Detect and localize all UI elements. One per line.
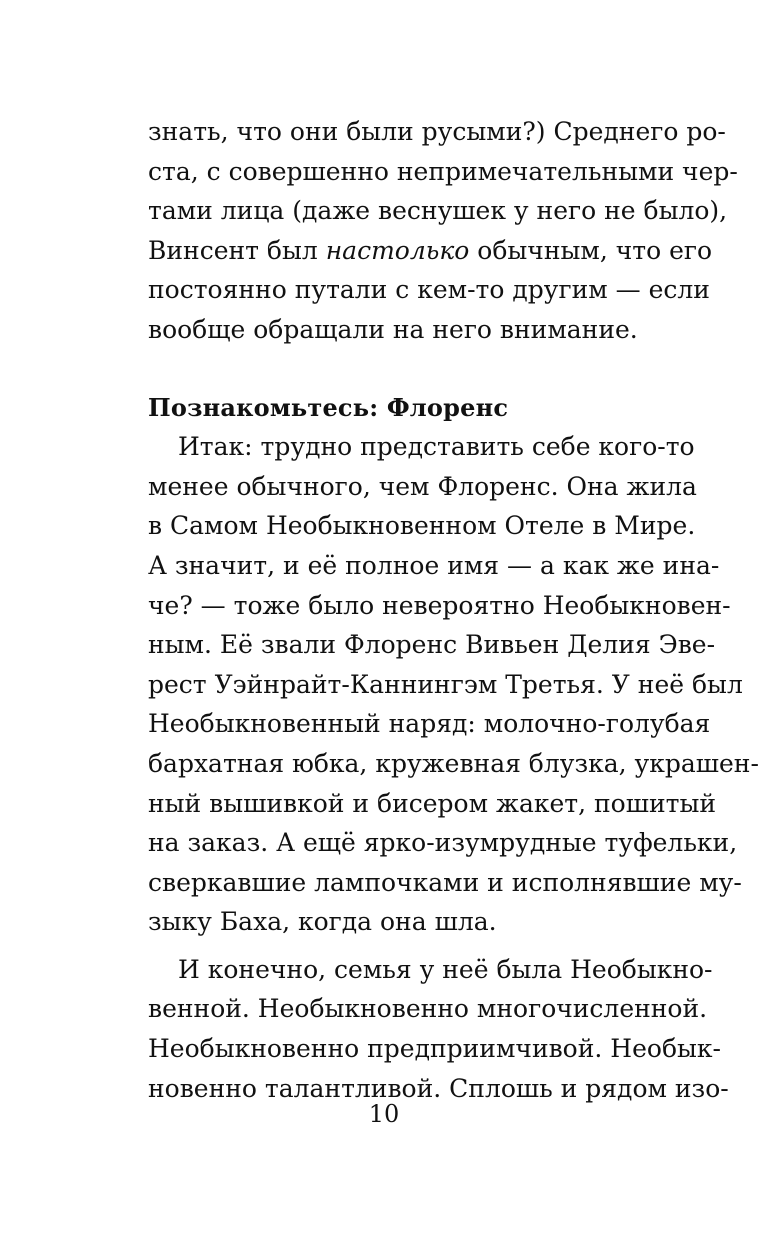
page-number: 10 bbox=[368, 1100, 400, 1128]
paragraph-florence bbox=[148, 427, 759, 942]
text-line: ный вышивкой и бисером жакет, пошитый bbox=[148, 788, 717, 818]
section-heading: Познакомьтесь: Флоренс bbox=[148, 392, 509, 422]
text-fragment: Винсент был bbox=[148, 235, 326, 265]
text-line: менее обычного, чем Флоренс. Она жила bbox=[148, 471, 697, 501]
text-line: сверкавшие лампочками и исполнявшие му- bbox=[148, 867, 742, 897]
text-line: ным. Её звали Флоренс Вивьен Делия Эве- bbox=[148, 630, 716, 660]
text-line: новенно талантливой. Сплошь и рядом изо- bbox=[148, 1073, 729, 1103]
text-line: че? — тоже было невероятно Необыкновен- bbox=[148, 590, 731, 620]
page-body bbox=[148, 112, 759, 1108]
text-line: постоянно путали с кем-то другим — если bbox=[148, 275, 710, 305]
text-line: тами лица (даже веснушек у него не было), bbox=[148, 196, 728, 226]
text-line-with-emphasis bbox=[148, 231, 713, 271]
paragraph-family bbox=[148, 950, 729, 1108]
emphasized-word: настолько bbox=[325, 235, 470, 265]
text-line: Итак: трудно представить себе кого-то bbox=[178, 432, 695, 462]
text-line: И конечно, семья у неё была Необыкно- bbox=[178, 954, 713, 984]
text-fragment: обычным, что его bbox=[469, 235, 713, 265]
text-line: знать, что они были русыми?) Среднего ро- bbox=[148, 117, 726, 146]
text-line: на заказ. А ещё ярко-изумрудные туфельки, bbox=[148, 828, 738, 858]
text-line: бархатная юбка, кружевная блузка, украшен- bbox=[148, 748, 759, 778]
text-line: ста, с совершенно непримечательными чер- bbox=[148, 156, 738, 186]
text-line: рест Уэйнрайт-Каннингэм Третья. У неё был bbox=[148, 669, 743, 699]
paragraph-continuation bbox=[148, 112, 738, 350]
text-line: вообще обращали на него внимание. bbox=[148, 314, 638, 344]
text-line: в Самом Необыкновенном Отеле в Мире. bbox=[148, 511, 696, 541]
text-line: Необыкновенно предприимчивой. Необык- bbox=[148, 1034, 721, 1064]
text-line: Необыкновенный наряд: молочно-голубая bbox=[148, 709, 711, 739]
text-line: венной. Необыкновенно многочисленной. bbox=[148, 994, 708, 1024]
text-line: А значит, и её полное имя — а как же ина- bbox=[148, 550, 720, 580]
text-line: зыку Баха, когда она шла. bbox=[148, 907, 497, 937]
